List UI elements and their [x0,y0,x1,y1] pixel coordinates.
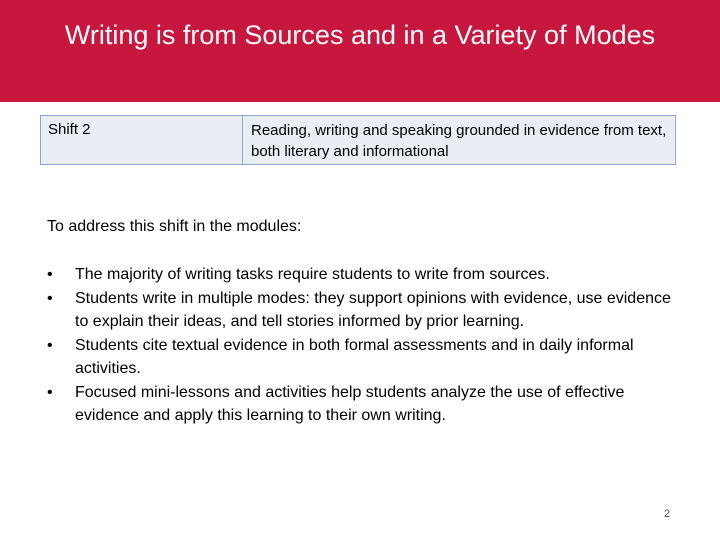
bullet-text: Students cite textual evidence in both formal assessments and in daily informal activities. [75,336,634,377]
shift-description-cell [243,116,675,164]
bullet-item [47,381,687,428]
slide-title: Writing is from Sources and in a Variety of Modes [64,20,656,50]
page-number: 2 [664,508,671,520]
intro-text: To address this shift in the modules: [47,218,302,235]
bullet-icon: • [47,266,53,283]
bullet-text: The majority of writing tasks require students to write from sources. [75,266,550,283]
title-bar [0,0,720,102]
shift-description: Reading, writing and speaking grounded in evidence from text, both literary and informational [251,122,667,160]
bullet-item [47,263,687,287]
bullet-text: Focused mini-lessons and activities help students analyze the use of effective evidence and apply this learning to their own writing. [75,383,625,424]
bullet-icon: • [47,336,53,354]
bullet-item [47,334,687,381]
shift-label-cell [41,116,243,164]
shift-table [40,115,676,165]
bullet-icon: • [47,289,53,307]
bullet-list [47,263,687,428]
bullet-text: Students write in multiple modes: they support opinions with evidence, use evidence to explain their ideas, and tell stories informed by prior learning. [75,289,671,330]
bullet-icon: • [47,383,53,401]
shift-label: Shift 2 [48,121,91,138]
bullet-item [47,287,687,334]
